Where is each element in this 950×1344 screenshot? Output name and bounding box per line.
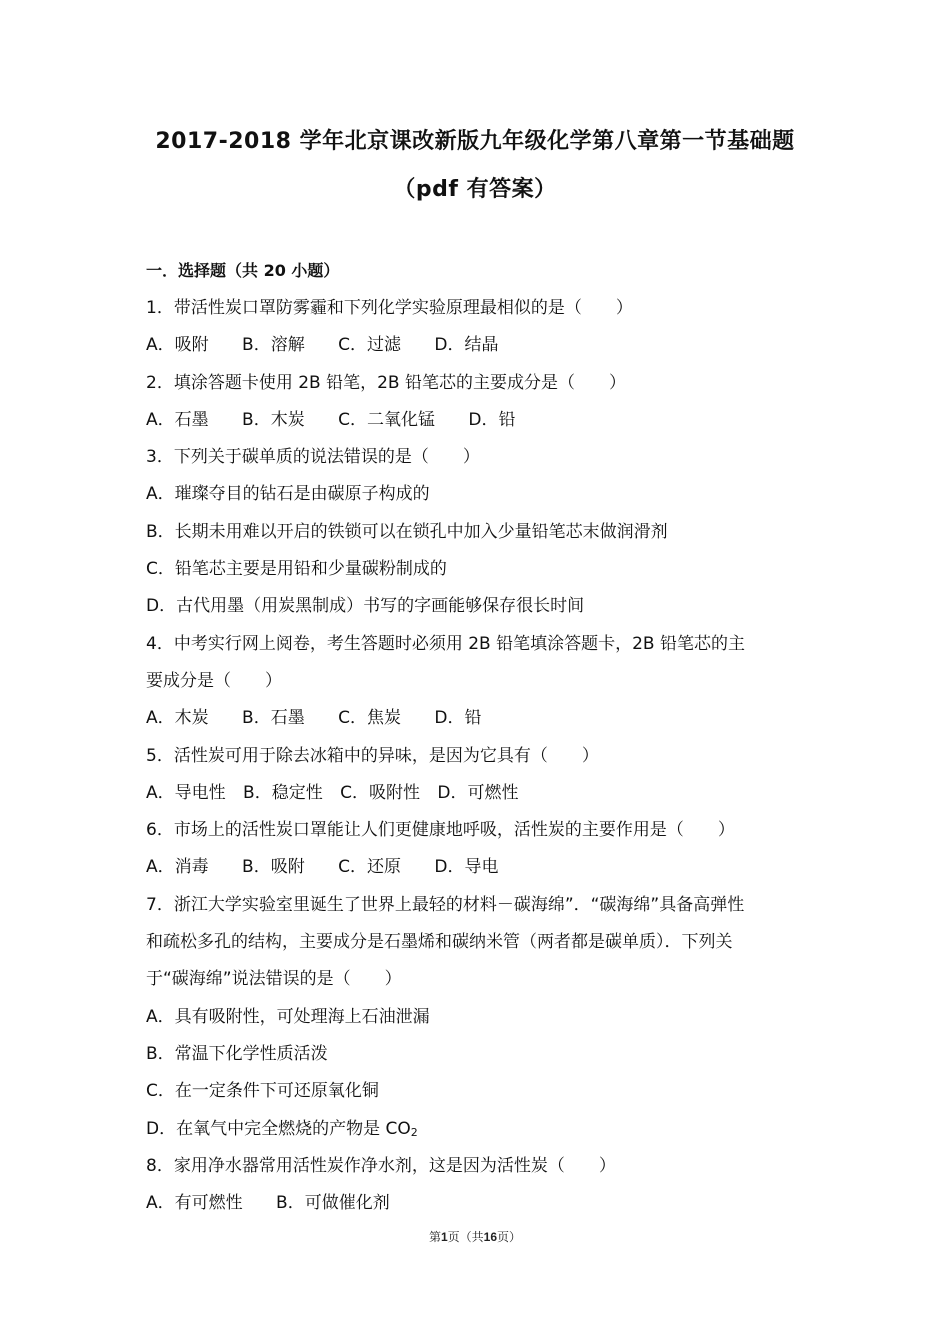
co2-subscript: 2 bbox=[410, 1125, 418, 1139]
question-6-options bbox=[146, 849, 826, 886]
question-6-stem: 6．市场上的活性炭口罩能让人们更健康地呼吸，活性炭的主要作用是（ ） bbox=[146, 820, 735, 841]
question-1-stem: 1．带活性炭口罩防雾霾和下列化学实验原理最相似的是（ ） bbox=[146, 298, 633, 318]
q8-option-b: B．可做催化剂 bbox=[276, 1193, 390, 1214]
q5-option-d: D．可燃性 bbox=[437, 782, 519, 803]
q6-option-b: B．吸附 bbox=[242, 857, 305, 878]
q2-option-a: A．石墨 bbox=[146, 409, 209, 430]
question-4-options bbox=[146, 700, 826, 737]
q7-option-a: A．具有吸附性，可处理海上石油泄漏 bbox=[146, 1006, 430, 1027]
q7-option-d-row bbox=[146, 1111, 826, 1148]
question-2-stem: 2．填涂答题卡使用 2B 铅笔，2B 铅笔芯的主要成分是（ ） bbox=[146, 372, 626, 393]
q2-option-d: D．铅 bbox=[468, 409, 516, 430]
q1-option-d: D．结晶 bbox=[434, 335, 499, 356]
doc-title-line1: 2017-2018 学年北京课改新版九年级化学第八章第一节基础题 bbox=[155, 129, 795, 154]
question-7-stem-line3: 于“碳海绵”说法错误的是（ ） bbox=[146, 969, 402, 990]
q3-option-a: A．璀璨夺目的钻石是由碳原子构成的 bbox=[146, 484, 430, 505]
question-1-options bbox=[146, 327, 826, 364]
q6-option-a: A．消毒 bbox=[146, 857, 209, 878]
question-5-stem: 5．活性炭可用于除去冰箱中的异味，是因为它具有（ ） bbox=[146, 745, 599, 766]
page-footer bbox=[0, 1228, 950, 1245]
q2-option-c: C．二氧化锰 bbox=[338, 409, 435, 430]
q5-option-b: B．稳定性 bbox=[243, 782, 323, 803]
q7-option-d: D．在氧气中完全燃烧的产物是 CO bbox=[146, 1118, 411, 1139]
q1-option-a: A．吸附 bbox=[146, 335, 209, 356]
q6-option-c: C．还原 bbox=[338, 857, 401, 878]
doc-title-line2: （pdf 有答案） bbox=[393, 177, 557, 202]
q3-option-b: B．长期未用难以开启的铁锁可以在锁孔中加入少量铅笔芯末做润滑剂 bbox=[146, 521, 668, 542]
question-7-stem-line1: 7．浙江大学实验室里诞生了世界上最轻的材料－碳海绵”．“碳海绵”具备高弹性 bbox=[146, 894, 745, 915]
footer-page-number: 1 bbox=[440, 1230, 448, 1244]
section-heading: 一．选择题（共 20 小题） bbox=[146, 261, 340, 280]
question-list bbox=[146, 290, 826, 1222]
q3-option-d: D．古代用墨（用炭黑制成）书写的字画能够保存很长时间 bbox=[146, 596, 585, 617]
q4-option-b: B．石墨 bbox=[242, 708, 305, 729]
q4-option-c: C．焦炭 bbox=[338, 708, 401, 729]
q4-option-a: A．木炭 bbox=[146, 708, 209, 729]
question-3-stem: 3．下列关于碳单质的说法错误的是（ ） bbox=[146, 447, 480, 468]
q5-option-c: C．吸附性 bbox=[340, 782, 420, 803]
question-4-stem-line2: 要成分是（ ） bbox=[146, 670, 282, 691]
q3-option-c: C．铅笔芯主要是用铅和少量碳粉制成的 bbox=[146, 559, 447, 580]
q1-option-c: C．过滤 bbox=[338, 335, 401, 356]
question-5-options bbox=[146, 775, 826, 812]
question-4-stem-line1: 4．中考实行网上阅卷，考生答题时必须用 2B 铅笔填涂答题卡，2B 铅笔芯的主 bbox=[146, 633, 745, 654]
q7-option-c: C．在一定条件下可还原氧化铜 bbox=[146, 1081, 379, 1102]
q2-option-b: B．木炭 bbox=[242, 409, 305, 430]
footer-mid: 页（共 bbox=[447, 1230, 484, 1244]
q1-option-b: B．溶解 bbox=[242, 335, 305, 356]
question-8-stem: 8．家用净水器常用活性炭作净水剂，这是因为活性炭（ ） bbox=[146, 1155, 616, 1176]
footer-suffix: 页） bbox=[497, 1230, 522, 1244]
q7-option-b: B．常温下化学性质活泼 bbox=[146, 1043, 328, 1064]
footer-total-pages: 16 bbox=[483, 1230, 498, 1244]
q6-option-d: D．导电 bbox=[434, 857, 499, 878]
q8-option-a: A．有可燃性 bbox=[146, 1193, 243, 1214]
question-8-options bbox=[146, 1185, 826, 1222]
q4-option-d: D．铅 bbox=[434, 708, 482, 729]
q5-option-a: A．导电性 bbox=[146, 782, 226, 803]
question-2-options bbox=[146, 402, 826, 439]
question-7-stem-line2: 和疏松多孔的结构，主要成分是石墨烯和碳纳米管（两者都是碳单质）．下列关 bbox=[146, 932, 733, 953]
footer-prefix: 第 bbox=[428, 1230, 441, 1244]
